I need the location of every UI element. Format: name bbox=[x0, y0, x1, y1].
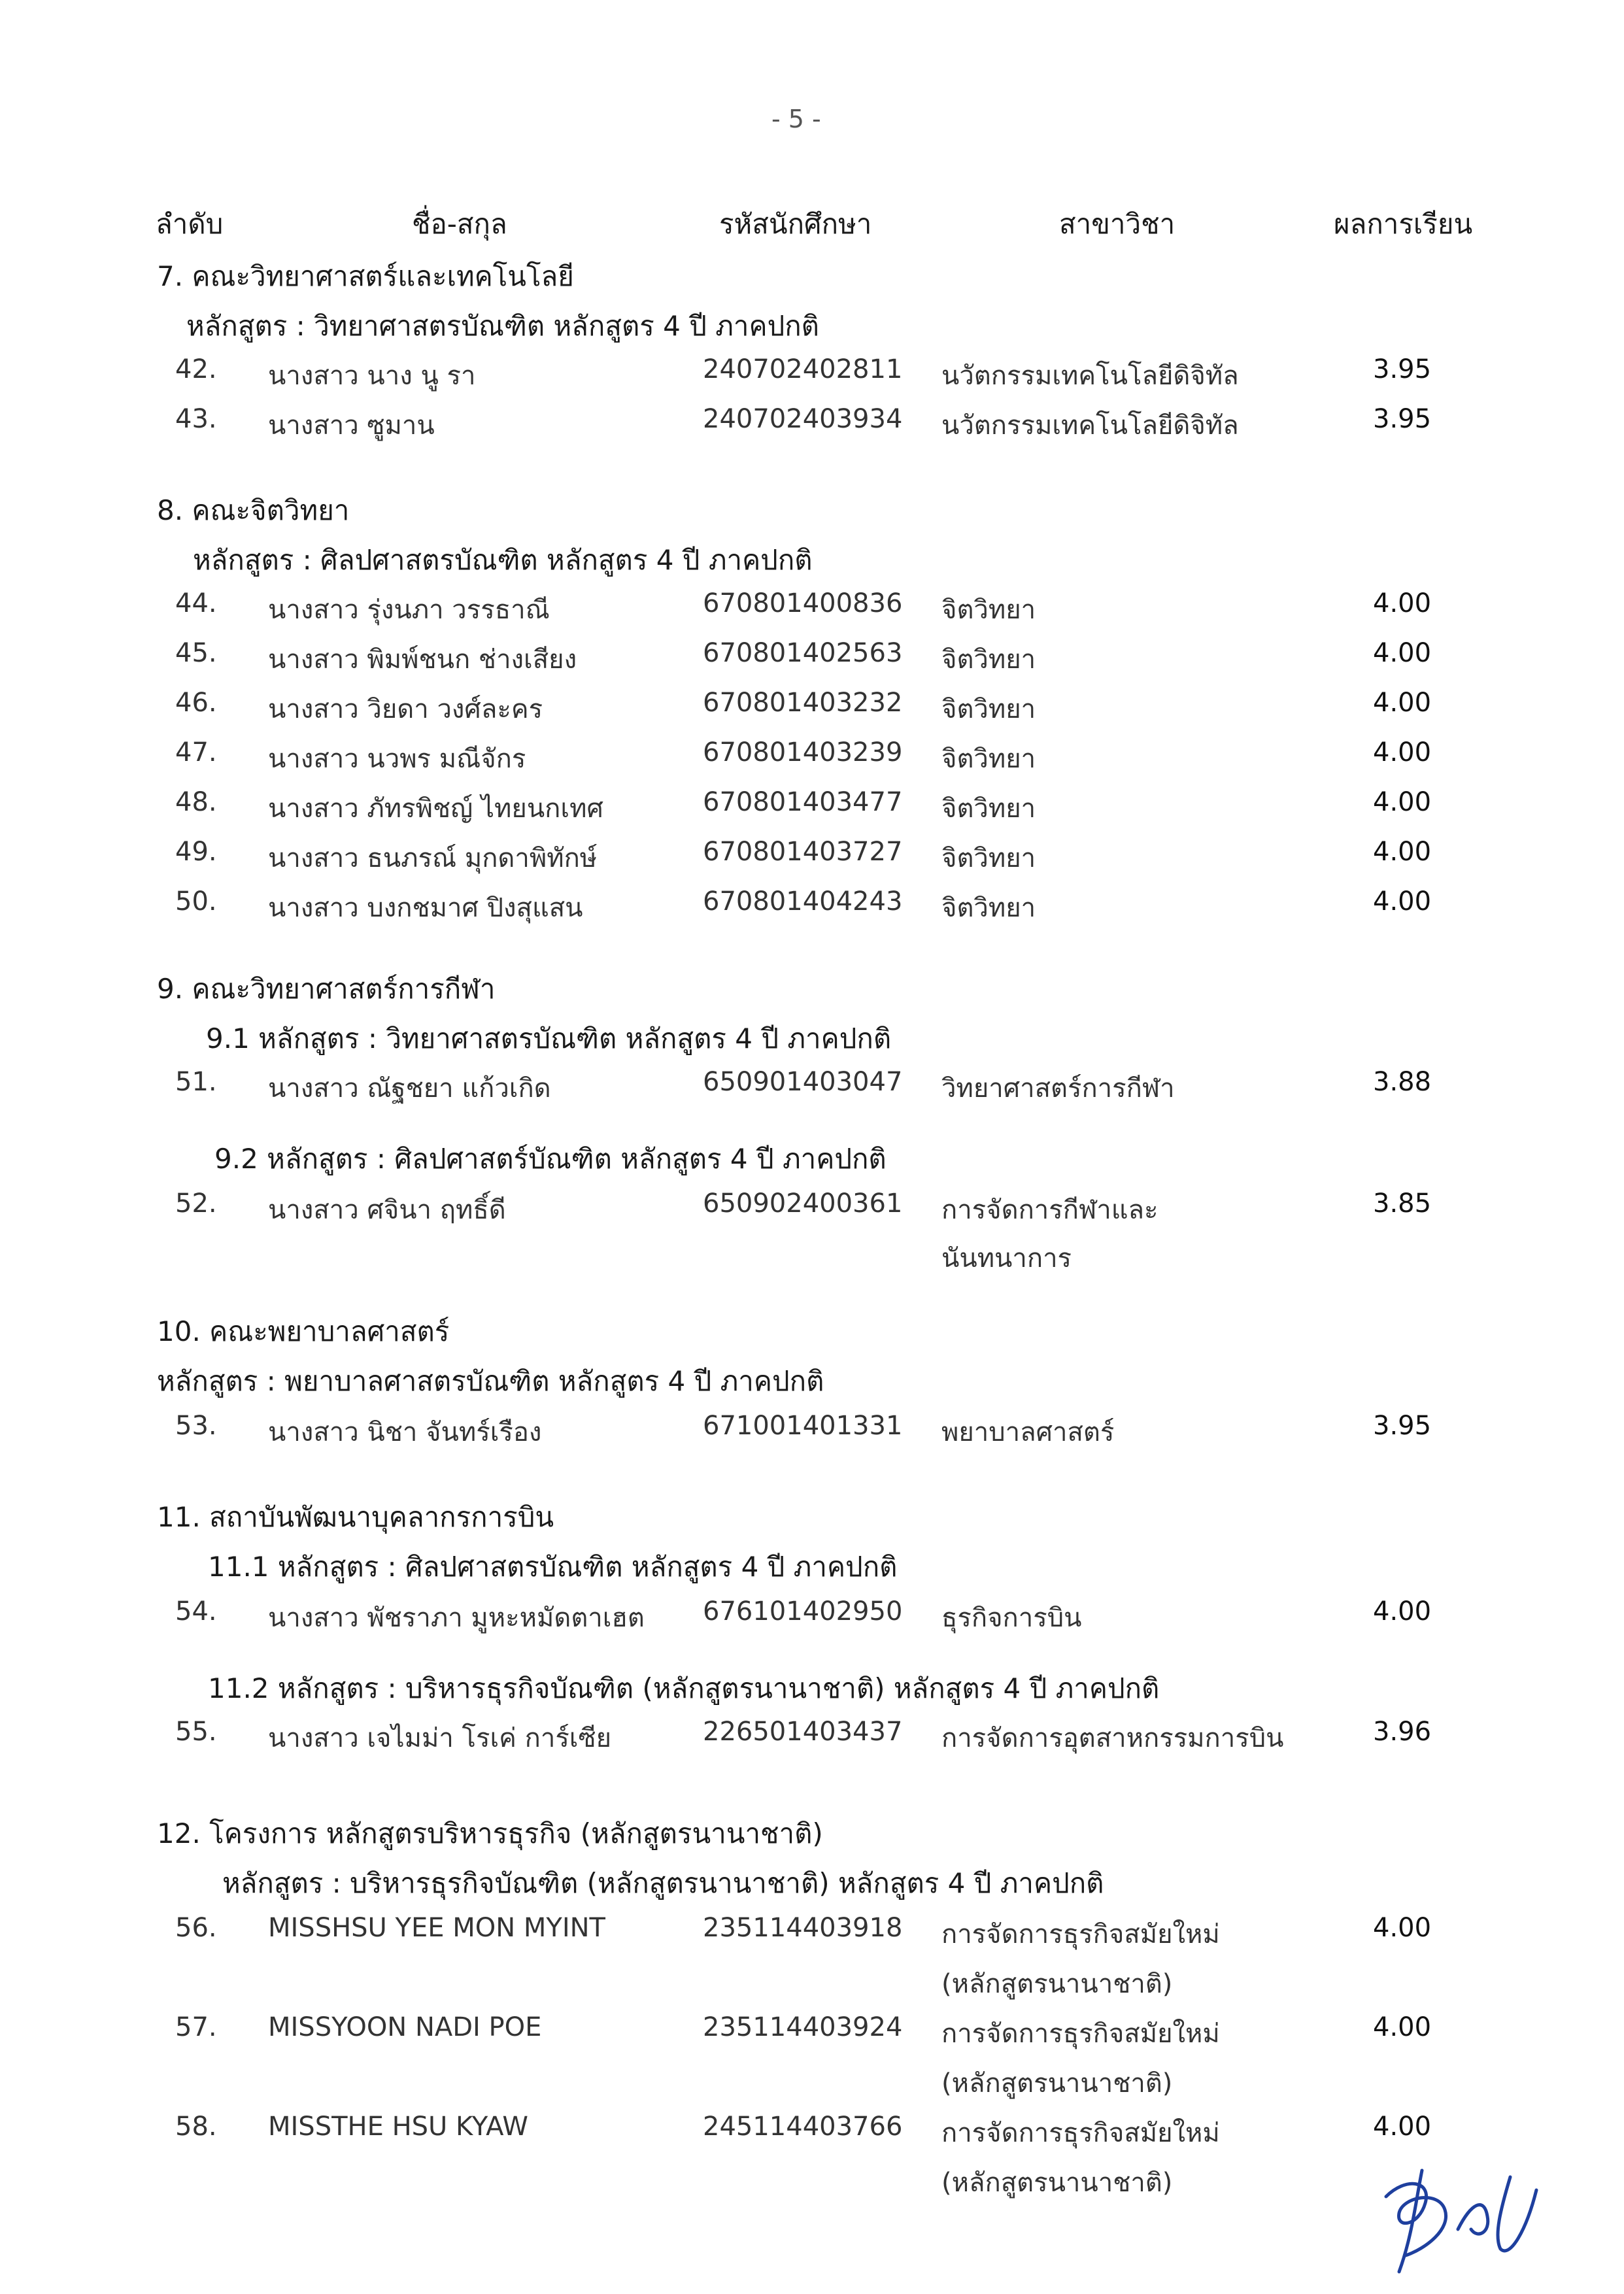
curriculum-heading: หลักสูตร : พยาบาลศาสตรบัณฑิต หลักสูตร 4 ปี ภาคปกติ bbox=[157, 1365, 824, 1397]
faculty-heading: 7. คณะวิทยาศาสตร์และเทคโนโลยี bbox=[157, 260, 574, 292]
student-name: MISSHSU YEE MON MYINT bbox=[268, 1913, 605, 1943]
student-major: นวัตกรรมเทคโนโลยีดิจิทัล bbox=[941, 411, 1239, 441]
row-number: 42. bbox=[175, 354, 217, 384]
student-gpa: 4.00 bbox=[1373, 886, 1432, 917]
student-id: 245114403766 bbox=[703, 2112, 903, 2142]
row-number: 54. bbox=[175, 1596, 217, 1627]
row-number: 52. bbox=[175, 1189, 217, 1219]
student-id: 240702403934 bbox=[703, 404, 903, 434]
student-name: นางสาว ศจินา ฤทธิ์ดี bbox=[268, 1195, 506, 1225]
student-gpa: 4.00 bbox=[1373, 638, 1432, 668]
row-number: 57. bbox=[175, 2012, 217, 2042]
student-gpa: 4.00 bbox=[1373, 588, 1432, 618]
student-major: การจัดการอุตสาหกรรมการบิน bbox=[941, 1723, 1284, 1753]
student-name: นางสาว เจไมม่า โรเค่ การ์เซีย bbox=[268, 1723, 612, 1753]
student-gpa: 4.00 bbox=[1373, 1913, 1432, 1943]
student-id: 226501403437 bbox=[703, 1717, 903, 1747]
student-major: วิทยาศาสตร์การกีฬา bbox=[941, 1073, 1175, 1104]
student-major: พยาบาลศาสตร์ bbox=[941, 1417, 1115, 1447]
student-major: จิตวิทยา bbox=[941, 645, 1036, 675]
curriculum-heading: หลักสูตร : วิทยาศาสตรบัณฑิต หลักสูตร 4 ปี ภาคปกติ bbox=[186, 310, 819, 342]
student-major-line2: (หลักสูตรนานาชาติ) bbox=[941, 2168, 1173, 2198]
row-number: 47. bbox=[175, 737, 217, 767]
student-id: 676101402950 bbox=[703, 1596, 903, 1627]
header-student-id: รหัสนักศึกษา bbox=[719, 208, 872, 240]
student-major-line2: (หลักสูตรนานาชาติ) bbox=[941, 2068, 1173, 2099]
student-name: นางสาว วิยดา วงศ์ละคร bbox=[268, 694, 543, 724]
curriculum-heading: 11.2 หลักสูตร : บริหารธุรกิจบัณฑิต (หลักสูตรนานาชาติ) หลักสูตร 4 ปี ภาคปกติ bbox=[208, 1672, 1160, 1704]
student-major: ธุรกิจการบิน bbox=[941, 1603, 1082, 1633]
student-name: นางสาว ธนภรณ์ มุกดาพิทักษ์ bbox=[268, 843, 598, 873]
row-number: 45. bbox=[175, 638, 217, 668]
student-id: 670801403477 bbox=[703, 787, 903, 817]
student-gpa: 4.00 bbox=[1373, 688, 1432, 718]
student-gpa: 4.00 bbox=[1373, 1596, 1432, 1627]
student-gpa: 3.85 bbox=[1373, 1189, 1432, 1219]
student-gpa: 4.00 bbox=[1373, 787, 1432, 817]
student-major: จิตวิทยา bbox=[941, 794, 1036, 824]
student-id: 670801403232 bbox=[703, 688, 903, 718]
faculty-heading: 8. คณะจิตวิทยา bbox=[157, 494, 350, 526]
curriculum-heading: 9.1 หลักสูตร : วิทยาศาสตรบัณฑิต หลักสูตร 4 ปี ภาคปกติ bbox=[206, 1022, 892, 1054]
student-gpa: 3.95 bbox=[1373, 404, 1432, 434]
faculty-heading: 9. คณะวิทยาศาสตร์การกีฬา bbox=[157, 973, 496, 1005]
student-major: การจัดการธุรกิจสมัยใหม่ bbox=[941, 2019, 1220, 2049]
student-gpa: 3.96 bbox=[1373, 1717, 1432, 1747]
student-name: MISSYOON NADI POE bbox=[268, 2012, 542, 2042]
student-id: 670801400836 bbox=[703, 588, 903, 618]
student-name: นางสาว นวพร มณีจักร bbox=[268, 744, 526, 774]
student-major: จิตวิทยา bbox=[941, 595, 1036, 625]
student-name: นางสาว พิมพ์ชนก ช่างเสียง bbox=[268, 645, 577, 675]
row-number: 46. bbox=[175, 688, 217, 718]
curriculum-heading: หลักสูตร : ศิลปศาสตรบัณฑิต หลักสูตร 4 ปี ภาคปกติ bbox=[193, 544, 813, 576]
student-name: นางสาว ณัฐชยา แก้วเกิด bbox=[268, 1073, 551, 1104]
student-id: 650902400361 bbox=[703, 1189, 903, 1219]
student-id: 240702402811 bbox=[703, 354, 903, 384]
student-major: การจัดการธุรกิจสมัยใหม่ bbox=[941, 2118, 1220, 2148]
student-id: 670801402563 bbox=[703, 638, 903, 668]
row-number: 44. bbox=[175, 588, 217, 618]
student-gpa: 4.00 bbox=[1373, 2012, 1432, 2042]
student-id: 670801403239 bbox=[703, 737, 903, 767]
student-name: นางสาว ภัทรพิชญ์ ไทยนกเทศ bbox=[268, 794, 603, 824]
header-major: สาขาวิชา bbox=[1059, 208, 1176, 240]
row-number: 43. bbox=[175, 404, 217, 434]
faculty-heading: 12. โครงการ หลักสูตรบริหารธุรกิจ (หลักสูตรนานาชาติ) bbox=[157, 1817, 823, 1849]
row-number: 58. bbox=[175, 2112, 217, 2142]
student-major: จิตวิทยา bbox=[941, 843, 1036, 873]
header-gpa: ผลการเรียน bbox=[1334, 208, 1473, 240]
student-major-line2: นันทนาการ bbox=[941, 1243, 1072, 1274]
student-gpa: 4.00 bbox=[1373, 2112, 1432, 2142]
row-number: 51. bbox=[175, 1067, 217, 1097]
faculty-heading: 10. คณะพยาบาลศาสตร์ bbox=[157, 1315, 450, 1347]
student-major: จิตวิทยา bbox=[941, 893, 1036, 923]
row-number: 50. bbox=[175, 886, 217, 917]
student-name: นางสาว บงกชมาศ ปิงสุแสน bbox=[268, 893, 583, 923]
student-gpa: 3.95 bbox=[1373, 1411, 1432, 1441]
student-gpa: 3.95 bbox=[1373, 354, 1432, 384]
student-id: 670801404243 bbox=[703, 886, 903, 917]
student-id: 671001401331 bbox=[703, 1411, 903, 1441]
student-id: 650901403047 bbox=[703, 1067, 903, 1097]
page-number: - 5 - bbox=[771, 105, 821, 133]
student-name: MISSTHE HSU KYAW bbox=[268, 2112, 528, 2142]
student-major: การจัดการกีฬาและ bbox=[941, 1195, 1159, 1225]
row-number: 53. bbox=[175, 1411, 217, 1441]
student-major: จิตวิทยา bbox=[941, 694, 1036, 724]
header-name: ชื่อ-สกุล bbox=[412, 208, 507, 240]
student-major: การจัดการธุรกิจสมัยใหม่ bbox=[941, 1919, 1220, 1949]
row-number: 48. bbox=[175, 787, 217, 817]
student-gpa: 3.88 bbox=[1373, 1067, 1432, 1097]
student-major: จิตวิทยา bbox=[941, 744, 1036, 774]
curriculum-heading: หลักสูตร : บริหารธุรกิจบัณฑิต (หลักสูตรนานาชาติ) หลักสูตร 4 ปี ภาคปกติ bbox=[222, 1867, 1104, 1899]
student-id: 670801403727 bbox=[703, 837, 903, 867]
student-gpa: 4.00 bbox=[1373, 837, 1432, 867]
row-number: 49. bbox=[175, 837, 217, 867]
student-name: นางสาว นาง นู รา bbox=[268, 361, 476, 391]
curriculum-heading: 9.2 หลักสูตร : ศิลปศาสตร์บัณฑิต หลักสูตร 4 ปี ภาคปกติ bbox=[214, 1143, 887, 1175]
student-id: 235114403918 bbox=[703, 1913, 903, 1943]
curriculum-heading: 11.1 หลักสูตร : ศิลปศาสตรบัณฑิต หลักสูตร 4 ปี ภาคปกติ bbox=[208, 1551, 898, 1583]
faculty-heading: 11. สถาบันพัฒนาบุคลากรการบิน bbox=[157, 1501, 554, 1533]
header-order: ลำดับ bbox=[156, 208, 224, 240]
student-gpa: 4.00 bbox=[1373, 737, 1432, 767]
student-name: นางสาว ซูมาน bbox=[268, 411, 435, 441]
student-name: นางสาว นิชา จันทร์เรือง bbox=[268, 1417, 542, 1447]
row-number: 55. bbox=[175, 1717, 217, 1747]
student-name: นางสาว พัชราภา มูหะหมัดตาเฮต bbox=[268, 1603, 645, 1633]
student-name: นางสาว รุ่งนภา วรรธาณี bbox=[268, 595, 550, 625]
student-major: นวัตกรรมเทคโนโลยีดิจิทัล bbox=[941, 361, 1239, 391]
student-major-line2: (หลักสูตรนานาชาติ) bbox=[941, 1969, 1173, 1999]
signature-icon bbox=[1360, 2151, 1569, 2282]
student-id: 235114403924 bbox=[703, 2012, 903, 2042]
row-number: 56. bbox=[175, 1913, 217, 1943]
